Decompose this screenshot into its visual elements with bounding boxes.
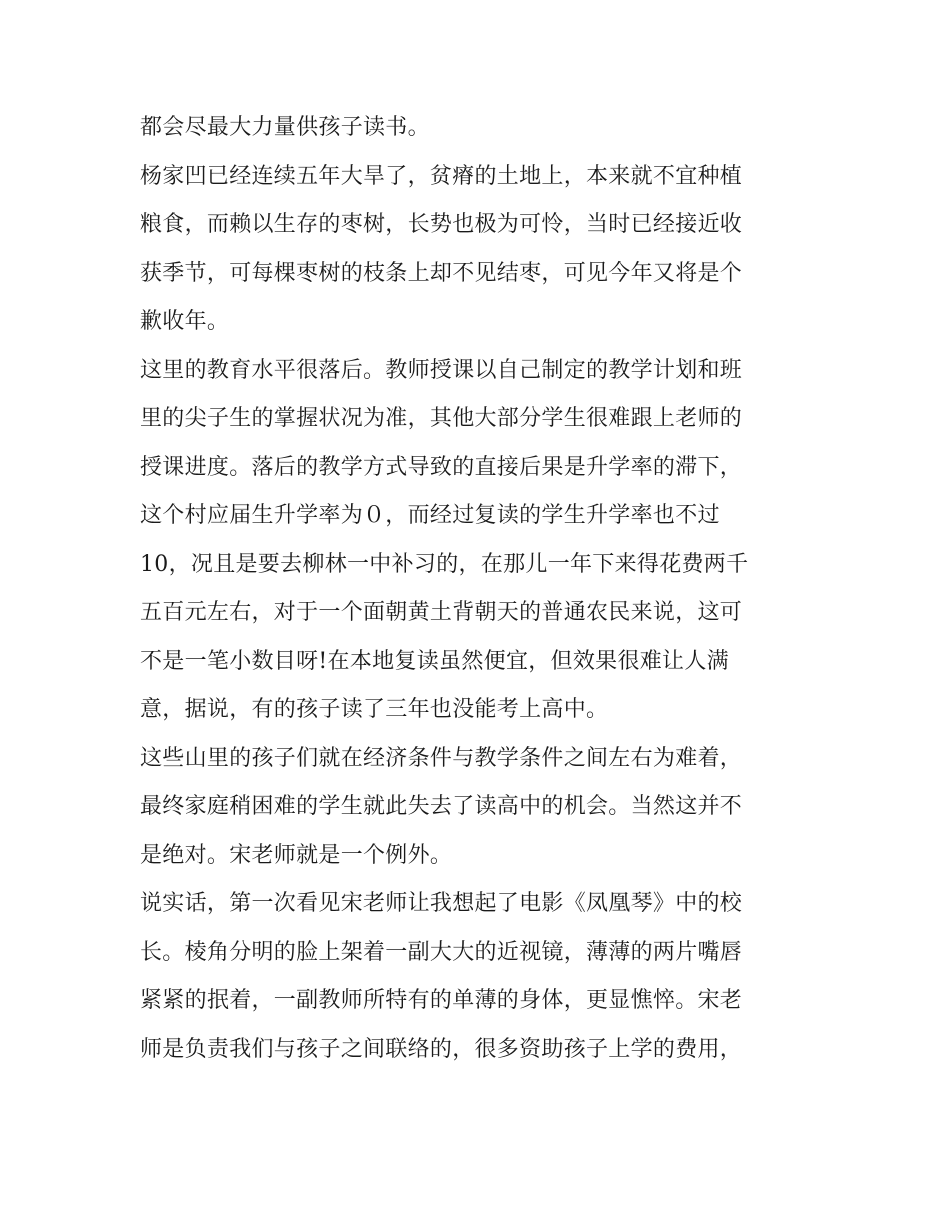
text-line: 紧紧的抿着，一副教师所特有的单薄的身体，更显憔悴。宋老 — [140, 988, 743, 1013]
text-line: 歉收年。 — [140, 309, 230, 334]
text-line: 粮食，而赖以生存的枣树，长势也极为可怜，当时已经接近收 — [140, 212, 743, 237]
text-line: 杨家凹已经连续五年大旱了，贫瘠的土地上，本来就不宜种植 — [140, 163, 743, 189]
text-line: 都会尽最大力量供孩子读书。 — [140, 115, 430, 140]
text-line: 获季节，可每棵枣树的枝条上却不见结枣，可见今年又将是个 — [140, 260, 743, 286]
text-line: 授课进度。落后的教学方式导致的直接后果是升学率的滞下， — [140, 454, 743, 480]
text-line: 五百元左右，对于一个面朝黄土背朝天的普通农民来说，这可 — [140, 600, 743, 625]
text-line: 这个村应届生升学率为０，而经过复读的学生升学率也不过 — [140, 503, 720, 528]
text-line: 意，据说，有的孩子读了三年也没能考上高中。 — [140, 697, 609, 722]
text-line: 长。棱角分明的脸上架着一副大大的近视镜，薄薄的两片嘴唇 — [140, 939, 743, 965]
text-line: 这些山里的孩子们就在经济条件与教学条件之间左右为难着， — [140, 745, 743, 771]
paragraph — [140, 104, 820, 153]
text-line: 里的尖子生的掌握状况为准，其他大部分学生很难跟上老师的 — [140, 406, 743, 431]
paragraph — [140, 347, 820, 735]
text-line: 10，况且是要去柳林一中补习的，在那儿一年下来得花费两千 — [140, 551, 749, 577]
paragraph — [140, 880, 820, 1074]
text-line: 师是负责我们与孩子之间联络的，很多资助孩子上学的费用， — [140, 1036, 743, 1062]
text-line: 说实话，第一次看见宋老师让我想起了电影《凤凰琴》中的校 — [140, 891, 743, 916]
paragraph — [140, 735, 820, 881]
document-body — [140, 104, 820, 1074]
text-line: 最终家庭稍困难的学生就此失去了读高中的机会。当然这并不 — [140, 794, 743, 819]
text-line: 是绝对。宋老师就是一个例外。 — [140, 842, 453, 868]
text-line: 这里的教育水平很落后。教师授课以自己制定的教学计划和班 — [140, 357, 743, 383]
paragraph — [140, 153, 820, 347]
text-line: 不是一笔小数目呀!在本地复读虽然便宜，但效果很难让人满 — [140, 648, 729, 674]
